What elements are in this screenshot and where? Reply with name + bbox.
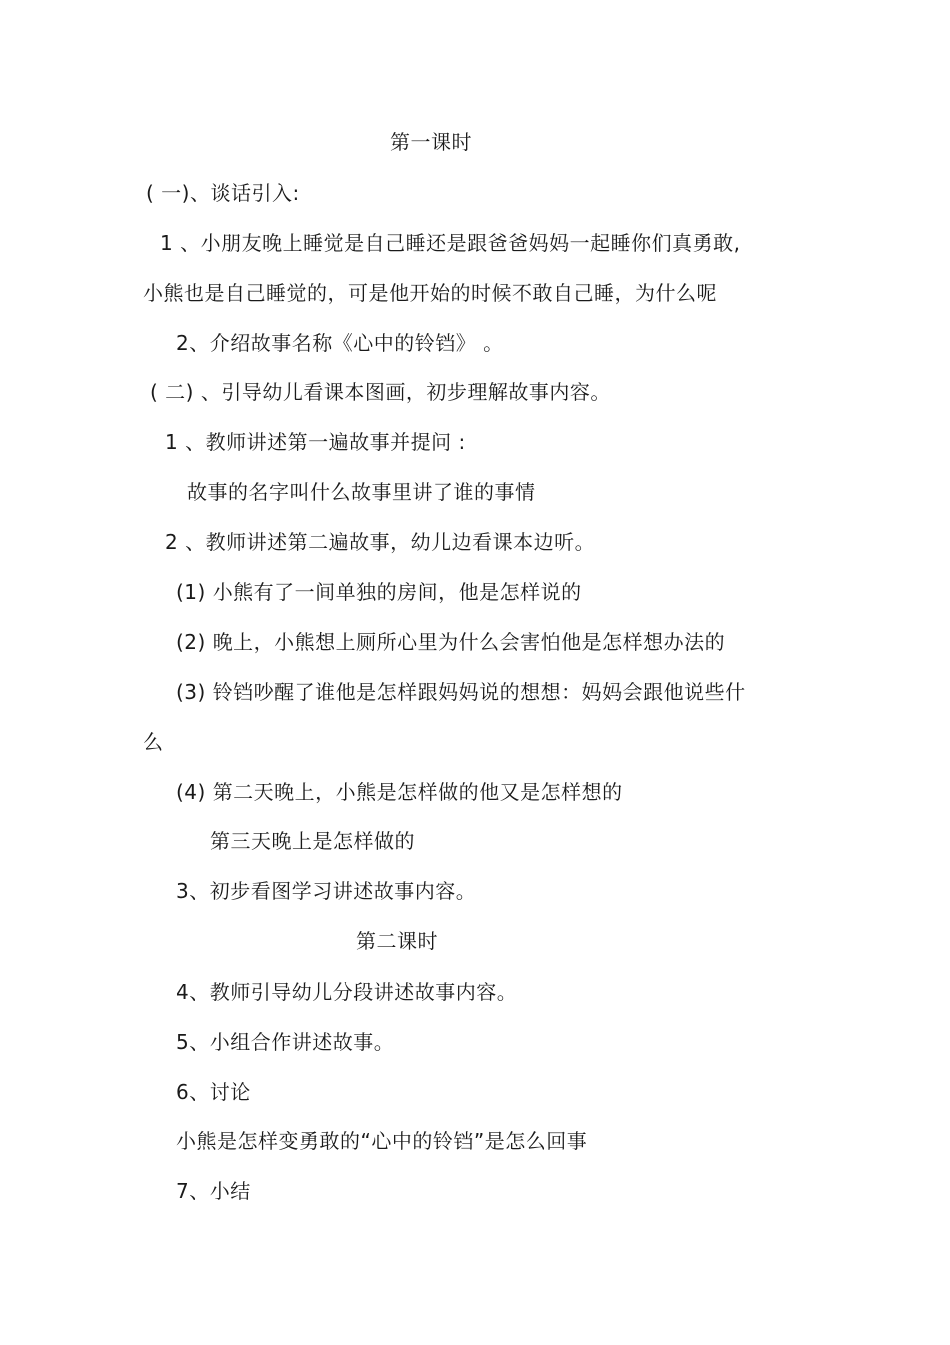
paragraph-line: 故事的名字叫什么故事里讲了谁的事情 (187, 480, 536, 504)
question-line: 第三天晚上是怎样做的 (210, 829, 415, 853)
paragraph-line: 2 、教师讲述第二遍故事，幼儿边看课本边听。 (165, 530, 596, 554)
paragraph-line: 小熊是怎样变勇敢的“心中的铃铛”是怎么回事 (176, 1129, 588, 1153)
paragraph-line: 小熊也是自己睡觉的，可是他开始的时候不敢自己睡，为什么呢 (143, 281, 717, 305)
question-line: 么 (143, 730, 164, 754)
paragraph-line: 4、教师引导幼儿分段讲述故事内容。 (176, 980, 518, 1004)
question-line: (3) 铃铛吵醒了谁他是怎样跟妈妈说的想想：妈妈会跟他说些什 (176, 680, 746, 704)
paragraph-line: 1 、教师讲述第一遍故事并提问 : (165, 430, 466, 454)
paragraph-line: 6、讨论 (176, 1080, 251, 1104)
section-title-intro: ( 一)、谈话引入: (146, 181, 300, 205)
section-title-guide: ( 二) 、引导幼儿看课本图画，初步理解故事内容。 (150, 380, 611, 404)
paragraph-line: 5、小组合作讲述故事。 (176, 1030, 395, 1054)
paragraph-line: 1 、小朋友晚上睡觉是自己睡还是跟爸爸妈妈一起睡你们真勇敢, (160, 231, 741, 255)
lesson-heading-1: 第一课时 (390, 130, 472, 154)
question-line: (1) 小熊有了一间单独的房间，他是怎样说的 (176, 580, 582, 604)
lesson-heading-2: 第二课时 (356, 929, 438, 953)
paragraph-line: 7、小结 (176, 1179, 251, 1203)
paragraph-line: 3、初步看图学习讲述故事内容。 (176, 879, 477, 903)
paragraph-line: 2、介绍故事名称《心中的铃铛》 。 (176, 331, 504, 355)
question-line: (2) 晚上，小熊想上厕所心里为什么会害怕他是怎样想办法的 (176, 630, 726, 654)
question-line: (4) 第二天晚上，小熊是怎样做的他又是怎样想的 (176, 780, 623, 804)
